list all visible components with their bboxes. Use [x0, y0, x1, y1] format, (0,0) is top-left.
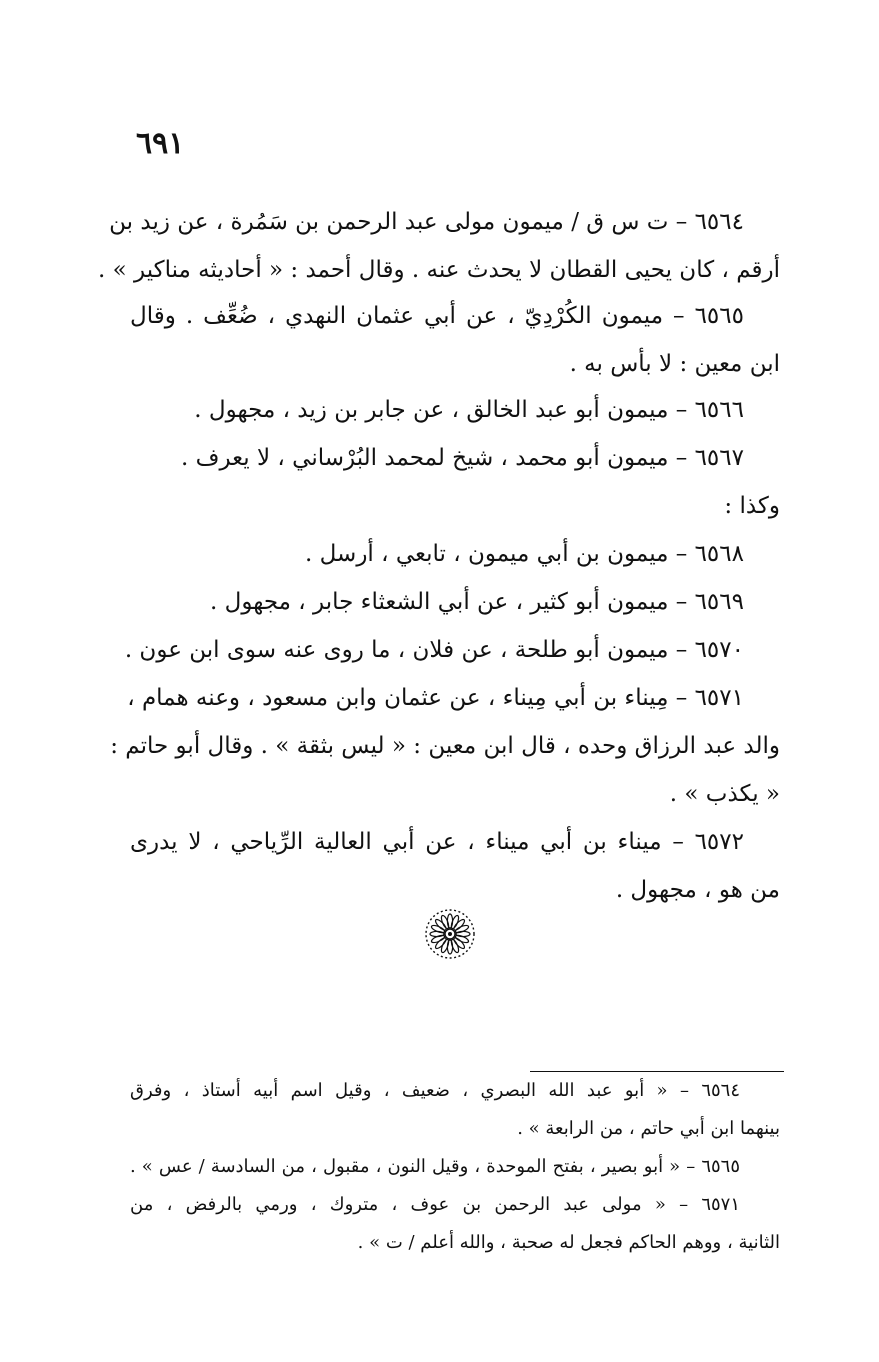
entry-line: أرقم ، كان يحيى القطان لا يحدث عنه . وقال أحمد : « أحاديثه مناكير » . [98, 257, 780, 283]
page-number: ٦٩١ [136, 126, 185, 161]
entry-line: « يكذب » . [669, 781, 780, 807]
footnote-line: بينهما ابن أبي حاتم ، من الرابعة » . [517, 1118, 780, 1139]
entry-line: ٦٥٧٢ – ميناء بن أبي ميناء ، عن أبي العالية الرِّياحي ، لا يدرى [130, 829, 744, 855]
entry-line: وكذا : [724, 493, 780, 519]
entry-line: ٦٥٦٨ – ميمون بن أبي ميمون ، تابعي ، أرسل . [305, 541, 744, 567]
footnote-line: ٦٥٧١ – « مولى عبد الرحمن بن عوف ، متروك ، ورمي بالرفض ، من [130, 1194, 740, 1215]
footnote-line: ٦٥٦٤ – « أبو عبد الله البصري ، ضعيف ، وقيل اسم أبيه أستاذ ، وفرق [130, 1080, 740, 1101]
entry-line: ٦٥٦٩ – ميمون أبو كثير ، عن أبي الشعثاء جابر ، مجهول . [210, 589, 744, 615]
entry-line: ٦٥٦٧ – ميمون أبو محمد ، شيخ لمحمد البُرْساني ، لا يعرف . [181, 445, 744, 471]
entry-line: والد عبد الرزاق وحده ، قال ابن معين : « ليس بثقة » . وقال أبو حاتم : [110, 733, 780, 759]
entry-line: ٦٥٧٠ – ميمون أبو طلحة ، عن فلان ، ما روى عنه سوى ابن عون . [124, 637, 744, 663]
entry-line: ٦٥٦٦ – ميمون أبو عبد الخالق ، عن جابر بن زيد ، مجهول . [194, 397, 744, 423]
flower-ornament-icon [422, 906, 478, 962]
footnote-line: الثانية ، ووهم الحاكم فجعل له صحبة ، والله أعلم / ت » . [357, 1232, 780, 1253]
entry-line: ٦٥٦٥ – ميمون الكُرْدِيّ ، عن أبي عثمان النهدي ، ضُعِّف . وقال [130, 303, 744, 329]
entry-line: من هو ، مجهول . [615, 877, 780, 903]
entry-line: ٦٥٧١ – مِيناء بن أبي مِيناء ، عن عثمان وابن مسعود ، وعنه همام ، [127, 685, 744, 711]
entry-line: ابن معين : لا بأس به . [569, 351, 780, 377]
entry-line: ٦٥٦٤ – ت س ق / ميمون مولى عبد الرحمن بن سَمُرة ، عن زيد بن [109, 209, 744, 235]
footnote-line: ٦٥٦٥ – « أبو بصير ، بفتح الموحدة ، وقيل النون ، مقبول ، من السادسة / عس » . [130, 1156, 740, 1177]
